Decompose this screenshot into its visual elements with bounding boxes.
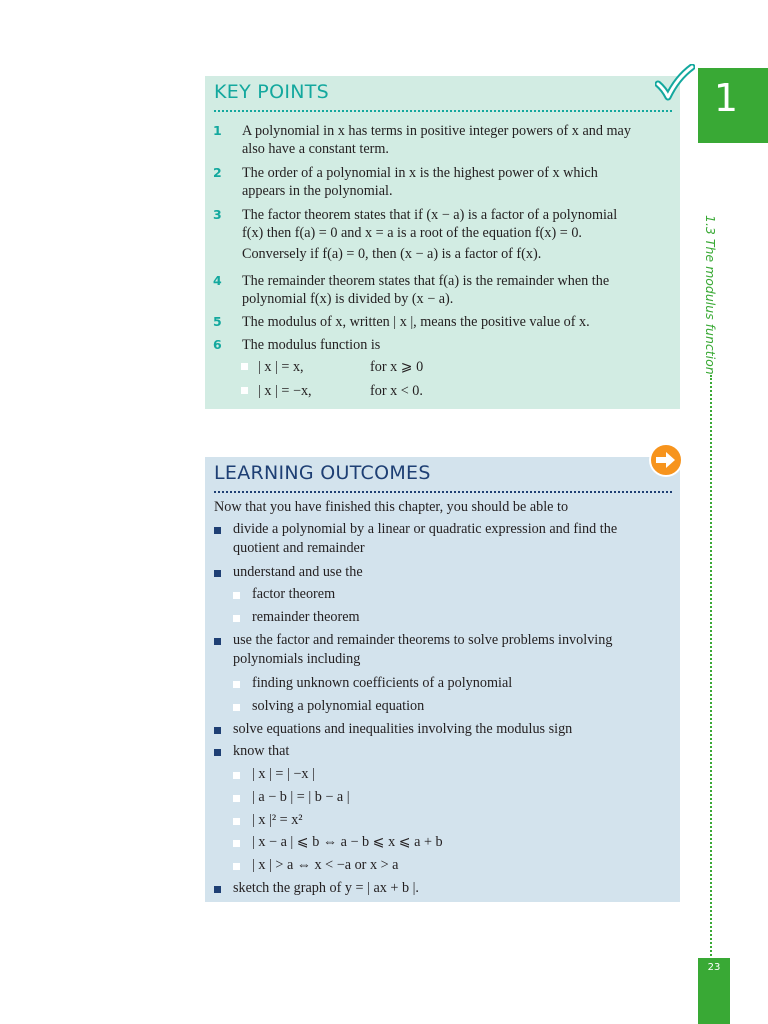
sub-bullet: [233, 592, 240, 599]
outcome-line: sketch the graph of y = | ax + b |.: [233, 880, 419, 896]
outcome-line: know that: [233, 743, 290, 759]
sub-bullet: [241, 387, 248, 394]
learning-outcomes-intro: Now that you have finished this chapter, you should be able to: [214, 499, 569, 515]
learning-outcomes-divider: [214, 491, 672, 493]
key-point-number: 3: [213, 207, 222, 222]
key-point-number: 2: [213, 165, 222, 180]
outcome-bullet: [214, 727, 221, 734]
outcome-bullet: [214, 527, 221, 534]
outcome-sub-line: solving a polynomial equation: [252, 698, 425, 714]
key-point-number: 5: [213, 314, 222, 329]
outcome-sub-line: remainder theorem: [252, 609, 360, 625]
sub-bullet: [233, 772, 240, 779]
modulus-condition: for x < 0.: [370, 383, 423, 399]
key-point-line: also have a constant term.: [242, 141, 389, 157]
section-label: 1.3 The modulus function: [703, 215, 718, 375]
outcome-line: divide a polynomial by a linear or quadratic expression and find the: [233, 521, 618, 537]
modulus-expression: | x | = x,: [258, 359, 304, 375]
outcome-sub-line: | x − a | ⩽ b ⇔ a − b ⩽ x ⩽ a + b: [252, 834, 443, 850]
outcome-sub-line: factor theorem: [252, 586, 336, 602]
modulus-expression: | x | = −x,: [258, 383, 312, 399]
outcome-line: solve equations and inequalities involving the modulus sign: [233, 721, 573, 737]
key-points-title: KEY POINTS: [214, 81, 330, 103]
key-point-line: The order of a polynomial in x is the highest power of x which: [242, 165, 598, 181]
outcome-line: quotient and remainder: [233, 540, 365, 556]
outcome-sub-line: finding unknown coefficients of a polynomial: [252, 675, 513, 691]
key-point-line: Conversely if f(a) = 0, then (x − a) is a factor of f(x).: [242, 246, 542, 262]
key-point-number: 4: [213, 273, 222, 288]
key-point-line: f(x) then f(a) = 0 and x = a is a root of the equation f(x) = 0.: [242, 225, 582, 241]
outcome-sub-line: | x | > a ⇔ x < −a or x > a: [252, 857, 399, 873]
outcome-line: understand and use the: [233, 564, 363, 580]
arrow-right-icon: [648, 442, 684, 478]
key-points-panel: [205, 76, 680, 409]
outcome-bullet: [214, 638, 221, 645]
outcome-line: use the factor and remainder theorems to solve problems involving: [233, 632, 613, 648]
outcome-bullet: [214, 749, 221, 756]
sub-bullet: [233, 840, 240, 847]
key-point-line: polynomial f(x) is divided by (x − a).: [242, 291, 454, 307]
key-point-number: 1: [213, 123, 222, 138]
key-point-line: A polynomial in x has terms in positive integer powers of x and may: [242, 123, 631, 139]
sub-bullet: [233, 681, 240, 688]
sub-bullet: [233, 818, 240, 825]
key-points-divider: [214, 110, 672, 112]
key-point-line: The modulus function is: [242, 337, 381, 353]
modulus-condition: for x ⩾ 0: [370, 359, 424, 375]
key-point-line: The remainder theorem states that f(a) is the remainder when the: [242, 273, 610, 289]
learning-outcomes-title: LEARNING OUTCOMES: [214, 462, 431, 484]
sub-bullet: [233, 615, 240, 622]
sub-bullet: [233, 795, 240, 802]
key-point-line: The factor theorem states that if (x − a) is a factor of a polynomial: [242, 207, 618, 223]
learning-outcomes-panel: [205, 457, 680, 902]
outcome-bullet: [214, 570, 221, 577]
outcome-bullet: [214, 886, 221, 893]
sidebar-dotted-rule: [710, 375, 712, 960]
chapter-tab: [698, 68, 768, 143]
key-point-line: appears in the polynomial.: [242, 183, 393, 199]
modulus-case-negative: [241, 383, 423, 400]
key-point-number: 6: [213, 337, 222, 352]
outcome-line: polynomials including: [233, 651, 361, 667]
modulus-case-positive: [241, 359, 423, 376]
chapter-number: 1: [713, 76, 739, 120]
page-number: 23: [707, 962, 721, 973]
sub-bullet: [233, 863, 240, 870]
outcome-sub-line: | x |² = x²: [252, 812, 303, 828]
key-point-line: The modulus of x, written | x |, means the positive value of x.: [242, 314, 590, 330]
outcome-sub-line: | a − b | = | b − a |: [252, 789, 350, 805]
outcome-sub-line: | x | = | −x |: [252, 766, 315, 782]
sub-bullet: [241, 363, 248, 370]
checkmark-icon: [655, 64, 695, 102]
sub-bullet: [233, 704, 240, 711]
page-number-box: [698, 958, 730, 1024]
